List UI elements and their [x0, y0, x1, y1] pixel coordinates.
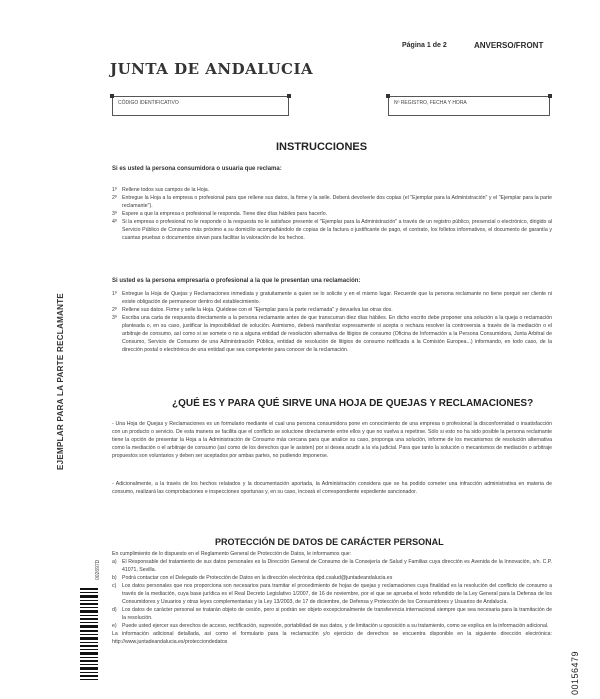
list-item: 4º Si la empresa o profesional no le responde o la respuesta no le satisface presente el "Ejemplar para la Administración" a través de un registro público, presencial o electrónico, dirigido al Servicio Público de Consumo más próximo a su domicilio acompañándolo de copias de la factura o justificante de pago, el contrato, los folletos informativos, el documento de garantía y cuantas pruebas o documentos sirvan para facilitar la valoración de los hechos.: [112, 219, 552, 241]
barcode-icon: [80, 588, 98, 680]
what-is-title: ¿QUÉ ES Y PARA QUÉ SIRVE UNA HOJA DE QUEJAS Y RECLAMACIONES?: [172, 398, 534, 409]
protection-intro: En cumplimiento de lo dispuesto en el Reglamento General de Protección de Datos, le informamos que:: [112, 551, 352, 557]
list-item: a) El Responsable del tratamiento de sus datos personales es la Dirección General de Consumo de la Consejería de Salud y Familias cuya dirección es Avenida de la Innovación, s/n. C.P. 41071, Sevilla.: [112, 559, 552, 573]
business-heading: Si usted es la persona empresaria o profesional a la que le presentan una reclamación:: [112, 278, 361, 284]
list-item: c) Los datos personales que nos proporciona son necesarios para tramitar el procedimiento de hojas de quejas y reclamaciones cuya finalidad es la resolución del conflicto de consumo a través de la mediación, cuya base jurídica es el Real Decreto Legislativo 1/2007, de 16 de noviembre, por el que se aprueba el texto refundido de la Ley General para la Defensa de los Consumidores y Usuarios y otras leyes complementarias y la Ley 13/2003, de 17 de diciembre, de Defensa y Protección de los Consumidores y Usuarios de Andalucía.: [112, 583, 552, 605]
corner-mark: [110, 94, 114, 98]
what-is-paragraph-1: - Una Hoja de Quejas y Reclamaciones es un formulario mediante el cual una persona consumidora pone en conocimiento de una empresa o profesional la disconformidad o insatisfacción con un producto o servicio. De esta manera se facilita que el conflicto se solucione directamente entre ellos y que no vuelva a repetirse. Sólo si esto no ha sido posible la persona reclamante tiene la opción de presentar la Hoja a la Administración de Consumo más cercana para que analice su caso, proponga una solución, informe de los mecanismos de resolución alternativa como la mediación o el arbitraje de consumo (así como de los derechos que le asisten) por si desea acudir a la vía judicial. Para que tanto la solución o mecanismos de mediación o arbitraje propuestos son voluntarios y deben ser aceptados por ambas partes, no pudiendo imponerse.: [112, 421, 552, 459]
list-item: 2º Rellene sus datos. Firme y selle la Hoja. Quédese con el "Ejemplar para la parte reclamada" y devuelva las otras dos.: [112, 307, 393, 313]
protection-footer: La información adicional detallada, así como el formulario para la reclamación y/o ejercicio de derechos se encuentra disponible en la siguiente dirección electrónica: http://www.juntadeandalucia.es/protecciondedatos: [112, 631, 552, 645]
code-field-label: CÓDIGO IDENTIFICATIVO: [118, 100, 179, 106]
corner-mark: [287, 94, 291, 98]
corner-mark: [386, 94, 390, 98]
list-item: 2º Entregue la Hoja a la empresa o profesional para que rellene sus datos, la firme y la selle. Deberá devolverle dos copias (el "Ejemplar para la Administración" y el "Ejemplar para la parte reclamante").: [112, 195, 552, 209]
instructions-title: INSTRUCCIONES: [276, 141, 368, 153]
what-is-paragraph-2: - Adicionalmente, a la través de los hechos relatados y la documentación aportada, la Administración considera que se ha podido cometer una infracción administrativa en materia de consumo, realizará las comprobaciones e inspecciones oportunas y, en su caso, incoará el correspondiente expediente sancionador.: [112, 481, 552, 495]
corner-mark: [548, 94, 552, 98]
list-item: d) Los datos de carácter personal se tratarán objeto de cesión, pero si podrán ser objeto excepcionalmente de transferencia internacional siempre que sea necesaria para la tramitación de la resolución.: [112, 607, 552, 621]
consumer-list: [112, 186, 552, 242]
side-label: ANVERSO/FRONT: [474, 41, 544, 50]
list-item: e) Puede usted ejercer sus derechos de acceso, rectificación, supresión, portabilidad de sus datos, y de limitación u oposición a su tratamiento, como se explica en la información adicional.: [112, 623, 549, 629]
list-item: 3º Espere a que la empresa o profesional le responda. Tiene diez días hábiles para hacerlo.: [112, 211, 328, 217]
registry-field-label: Nº REGISTRO, FECHA Y HORA: [394, 100, 467, 106]
registry-field[interactable]: [388, 96, 550, 116]
list-item: 1º Entregue la Hoja de Quejas y Reclamaciones inmediata y gratuitamente a quien se lo solicite y en el mismo lugar. Recuerde que la persona reclamante no tiene porqué ser cliente ni existe obligación de permanecer dentro del establecimiento.: [112, 291, 552, 305]
page-number: Página 1 de 2: [402, 42, 447, 49]
list-item: 3º Escriba una carta de respuesta directamente a la persona reclamante antes de que transcurran diez días hábiles. En dicho escrito debe proponer una solución a la queja o reclamación planteada o, en su caso, justificar la imposibilidad de solución. Asimismo, deberá manifestar expresamente si acepta o rechaza resolver la controversia a través de la mediación o el arbitraje de consumo, así como si se somete o no a alguna entidad de resolución alternativa de litigios de consumo (Oficina de Información a la Persona Consumidora, Junta Arbitral de Consumo, Servicio de Consumo de una Administración Pública, entidad de resolución de litigios de consumo notificada a la Comisión Europea...) informando, en todo caso, de la dirección postal o electrónica de una entidad que sea competente para conocer de la reclamación.: [112, 315, 552, 353]
copy-label: EJEMPLAR PARA LA PARTE RECLAMANTE: [56, 292, 65, 470]
document-number: 00156479: [570, 650, 580, 695]
protection-body: [112, 550, 552, 646]
code-field[interactable]: [112, 96, 289, 116]
junta-logo: JUNTA DE ANDALUCIA: [110, 60, 314, 78]
protection-title: PROTECCIÓN DE DATOS DE CARÁCTER PERSONAL: [215, 537, 444, 547]
consumer-heading: Si es usted la persona consumidora o usuaria que reclama:: [112, 166, 282, 172]
barcode-number: 002697D: [95, 559, 101, 580]
list-item: 1º Rellene todos sus campos de la Hoja.: [112, 187, 210, 193]
business-list: [112, 290, 552, 354]
list-item: b) Podrá contactar con el Delegado de Protección de Datos en la dirección electrónica dpd.csalud@juntadeandalucia.es: [112, 575, 393, 581]
